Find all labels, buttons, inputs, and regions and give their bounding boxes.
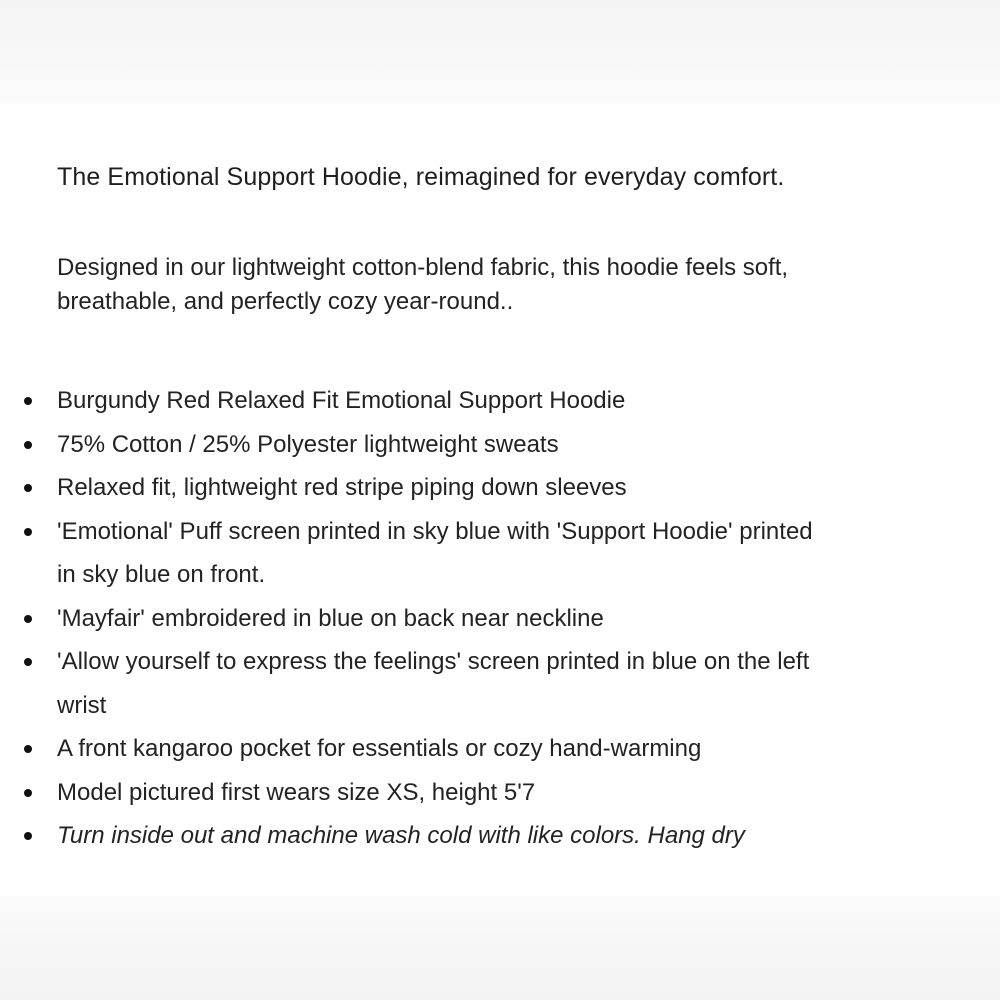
- feature-list: [0, 379, 940, 858]
- feature-text: 75% Cotton / 25% Polyester lightweight sweats: [57, 430, 559, 458]
- bullet-icon: [24, 745, 32, 753]
- feature-text-line-2: wrist: [57, 691, 107, 719]
- bullet-icon: [24, 397, 32, 405]
- bullet-icon: [24, 484, 32, 492]
- feature-text: Burgundy Red Relaxed Fit Emotional Support Hoodie: [57, 387, 626, 414]
- feature-text: Model pictured first wears size XS, height 5'7: [57, 778, 536, 806]
- feature-text-line-1: 'Allow yourself to express the feelings' screen printed in blue on the left: [57, 648, 810, 675]
- bottom-background-band: [0, 896, 1000, 1000]
- feature-text-line-1: 'Emotional' Puff screen printed in sky blue with 'Support Hoodie' printed: [57, 517, 813, 545]
- product-headline: The Emotional Support Hoodie, reimagined for everyday comfort.: [57, 163, 785, 191]
- bullet-icon: [24, 789, 32, 797]
- feature-item-material: [0, 423, 940, 467]
- feature-text: [57, 648, 809, 719]
- bullet-icon: [24, 528, 32, 536]
- feature-text: Relaxed fit, lightweight red stripe piping down sleeves: [57, 474, 627, 501]
- bullet-icon: [24, 832, 32, 840]
- product-intro: [57, 251, 937, 319]
- bullet-icon: [24, 615, 32, 623]
- feature-item-color: [0, 379, 940, 423]
- feature-text: Turn inside out and machine wash cold with like colors. Hang dry: [57, 822, 745, 849]
- feature-item-pocket: [0, 727, 940, 771]
- feature-item-embroidery: [0, 597, 940, 641]
- feature-item-model-size: [0, 771, 940, 815]
- feature-item-wrist-print: [0, 640, 940, 727]
- feature-text: 'Mayfair' embroidered in blue on back near neckline: [57, 604, 604, 632]
- feature-item-fit: [0, 466, 940, 510]
- feature-item-front-print: [0, 510, 940, 597]
- feature-text: [57, 518, 813, 589]
- feature-text: A front kangaroo pocket for essentials or cozy hand-warming: [57, 735, 702, 762]
- feature-text-line-2: in sky blue on front.: [57, 561, 266, 588]
- feature-item-care: [0, 814, 940, 858]
- intro-line-2: breathable, and perfectly cozy year-round..: [57, 288, 514, 315]
- top-background-band: [0, 0, 1000, 104]
- bullet-icon: [24, 441, 32, 449]
- bullet-icon: [24, 658, 32, 666]
- intro-line-1: Designed in our lightweight cotton-blend fabric, this hoodie feels soft,: [57, 254, 789, 281]
